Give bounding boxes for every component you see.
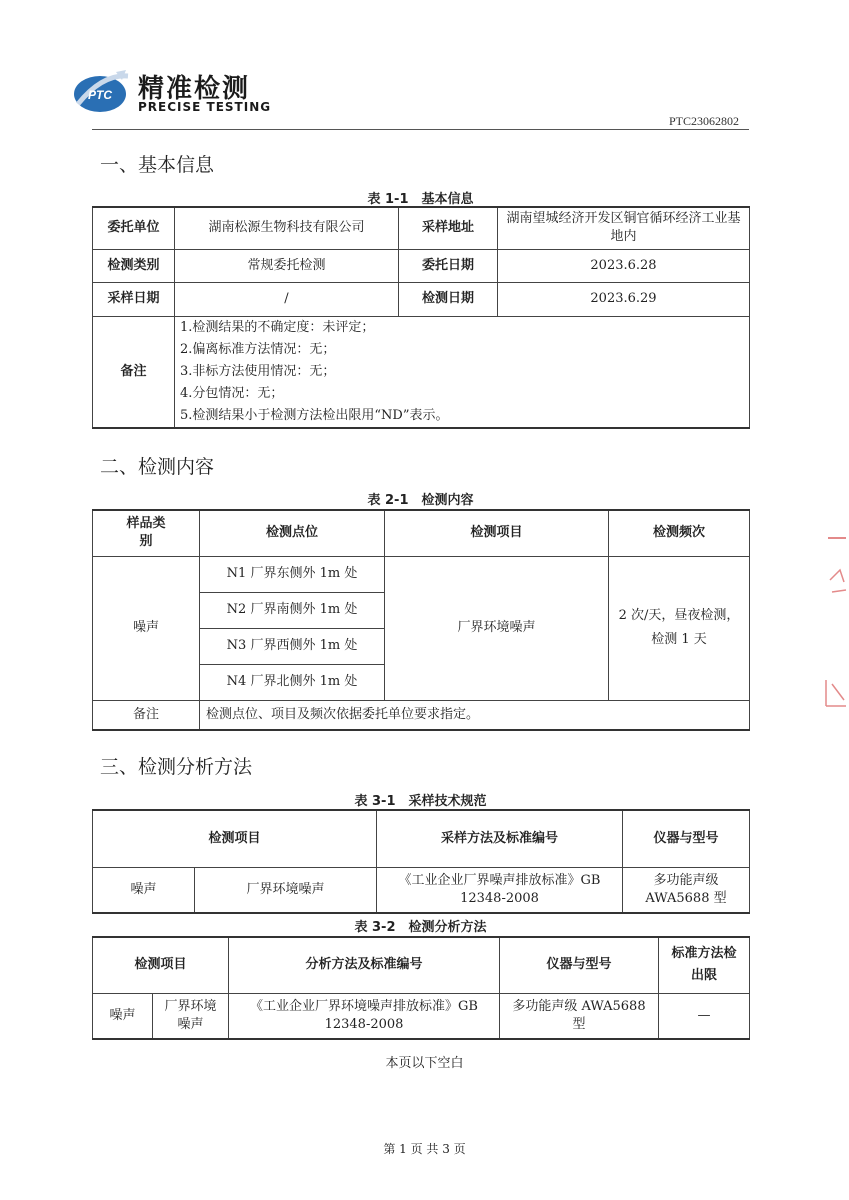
- report-number: PTC23062802: [668, 114, 739, 128]
- test-frequency-header: 检测频次: [609, 510, 750, 556]
- sample-category-value: 噪声: [93, 556, 200, 700]
- client-label: 委托单位: [93, 207, 175, 249]
- method-limit-value: —: [659, 993, 750, 1039]
- spec-instrument-header: 仪器与型号: [623, 810, 750, 867]
- test-date-label: 检测日期: [399, 282, 498, 316]
- test-point: N4 厂界北侧外 1m 处: [200, 664, 385, 700]
- test-point-header: 检测点位: [200, 510, 385, 556]
- method-limit-header: 标准方法检出限: [659, 937, 750, 993]
- table2-1-caption: 表 2-1 检测内容: [367, 493, 474, 508]
- sampling-date-label: 采样日期: [93, 282, 175, 316]
- sampling-date-value: /: [175, 282, 399, 316]
- logo-badge-text: PTC: [88, 88, 112, 102]
- logo-badge-icon: [72, 70, 130, 114]
- section3-heading: 三、检测分析方法: [100, 756, 253, 778]
- table3-1-caption: 表 3-1 采样技术规范: [354, 794, 487, 809]
- method-item-header: 检测项目: [93, 937, 229, 993]
- test-point: N1 厂界东侧外 1m 处: [200, 556, 385, 592]
- analysis-method-table: [92, 936, 750, 1040]
- test-frequency-value: 2 次/天，昼夜检测，检测 1 天: [609, 556, 750, 700]
- commission-date-value: 2023.6.28: [498, 249, 750, 282]
- spec-category-value: 噪声: [93, 867, 195, 913]
- sampling-spec-table: [92, 809, 750, 914]
- method-instrument-header: 仪器与型号: [500, 937, 659, 993]
- content-remark-label: 备注: [93, 700, 200, 730]
- test-item-header: 检测项目: [385, 510, 609, 556]
- client-value: 湖南松源生物科技有限公司: [175, 207, 399, 249]
- method-instrument-value: 多功能声级 AWA5688 型: [500, 993, 659, 1039]
- test-point: N3 厂界西侧外 1m 处: [200, 628, 385, 664]
- remarks-list: [175, 316, 750, 428]
- test-point: N2 厂界南侧外 1m 处: [200, 592, 385, 628]
- commission-date-label: 委托日期: [399, 249, 498, 282]
- spec-method-value: 《工业企业厂界噪声排放标准》GB 12348-2008: [377, 867, 623, 913]
- table1-1-caption: 表 1-1 基本信息: [367, 192, 474, 207]
- test-date-value: 2023.6.29: [498, 282, 750, 316]
- content-remark-value: 检测点位、项目及频次依据委托单位要求指定。: [200, 700, 750, 730]
- remark-item: 4.分包情况：无；: [180, 385, 284, 401]
- seal-stamp-fragment: [818, 520, 848, 720]
- spec-item-value: 厂界环境噪声: [195, 867, 377, 913]
- remark-item: 1.检测结果的不确定度：未评定；: [180, 319, 375, 335]
- method-category-value: 噪声: [93, 993, 153, 1039]
- logo-english-text: PRECISE TESTING: [138, 100, 272, 114]
- header-divider: [92, 129, 749, 130]
- section1-heading: 一、基本信息: [100, 154, 215, 176]
- sampling-address-value: 湖南望城经济开发区铜官循环经济工业基地内: [498, 207, 750, 249]
- sampling-address-label: 采样地址: [399, 207, 498, 249]
- blank-page-note: 本页以下空白: [385, 1056, 464, 1071]
- table3-2-caption: 表 3-2 检测分析方法: [354, 920, 487, 935]
- spec-item-header: 检测项目: [93, 810, 377, 867]
- method-standard-header: 分析方法及标准编号: [229, 937, 500, 993]
- sample-category-header: 样品类别: [93, 510, 200, 556]
- remark-item: 3.非标方法使用情况：无；: [180, 363, 336, 379]
- test-type-value: 常规委托检测: [175, 249, 399, 282]
- spec-method-header: 采样方法及标准编号: [377, 810, 623, 867]
- method-standard-value: 《工业企业厂界环境噪声排放标准》GB 12348-2008: [229, 993, 500, 1039]
- page-number: 第 1 页 共 3 页: [383, 1142, 466, 1156]
- test-type-label: 检测类别: [93, 249, 175, 282]
- remarks-label: 备注: [93, 316, 175, 428]
- spec-instrument-value: 多功能声级 AWA5688 型: [623, 867, 750, 913]
- test-content-table: [92, 509, 750, 731]
- method-item-value: 厂界环境噪声: [153, 993, 229, 1039]
- test-item-value: 厂界环境噪声: [385, 556, 609, 700]
- company-logo: [72, 64, 282, 120]
- section2-heading: 二、检测内容: [100, 456, 215, 478]
- logo-chinese-text: 精准检测: [138, 74, 251, 104]
- basic-info-table: [92, 206, 750, 429]
- remark-item: 2.偏离标准方法情况：无；: [180, 341, 336, 357]
- remark-item: 5.检测结果小于检测方法检出限用“ND”表示。: [180, 407, 449, 423]
